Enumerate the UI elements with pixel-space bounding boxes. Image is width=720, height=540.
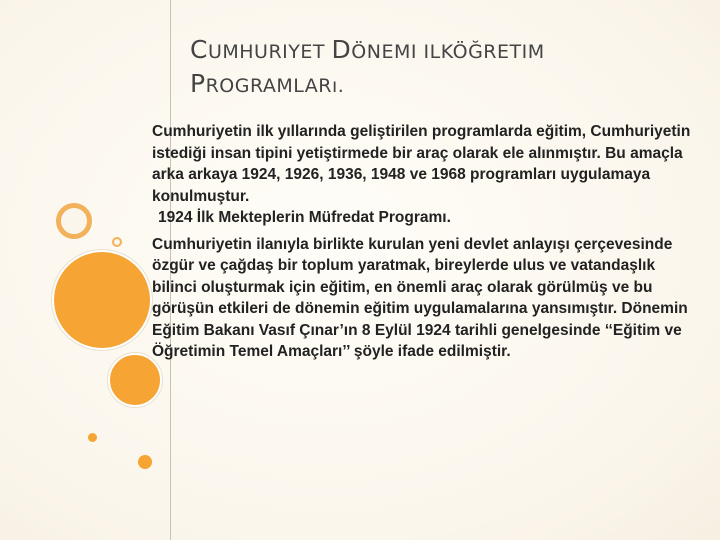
decorative-small-ring — [112, 237, 122, 247]
title-line-1: CUMHURIYET DÖNEMI ILKÖĞRETIM — [190, 35, 545, 64]
decorative-dot — [88, 433, 97, 442]
paragraph-intro: Cumhuriyetin ilk yıllarında geliştirilen programlarda eğitim, Cumhuriyetin istediği insan tipini yetiştirmede bir araç olarak ele alınmıştır. Bu amaçla arka arkaya 1924, 1926, 1936, 1948 ve 1968 programları uygulamaya konulmuştur. — [152, 123, 691, 205]
decorative-ring — [56, 203, 92, 239]
decorative-large-circle — [52, 250, 152, 350]
slide-title — [190, 34, 690, 102]
title-line-2: PROGRAMLARı. — [190, 69, 345, 98]
paragraph-description: Cumhuriyetin ilanıyla birlikte kurulan yeni devlet anlayışı çerçevesinde özgür ve çağdaş bir toplum yaratmak, bireylerde ulus ve vatandaşlık bilinci oluşturmak için eğitim, en önemli araç olarak görülmüş ve bu görüşün etkileri de dönemin eğitim uygulamalarına yansımıştır. Dönemin Eğitim Bakanı Vasıf Çınar’ın 8 Eylül 1924 tarihli genelgesinde ‘‘Eğitim ve Öğretimin Temel Amaçları’’ şöyle ifade edilmiştir. — [152, 235, 688, 360]
decorative-small-circle — [138, 455, 152, 469]
paragraph-program-heading: 1924 İlk Mekteplerin Müfredat Programı. — [158, 209, 451, 226]
slide-body — [152, 121, 692, 363]
